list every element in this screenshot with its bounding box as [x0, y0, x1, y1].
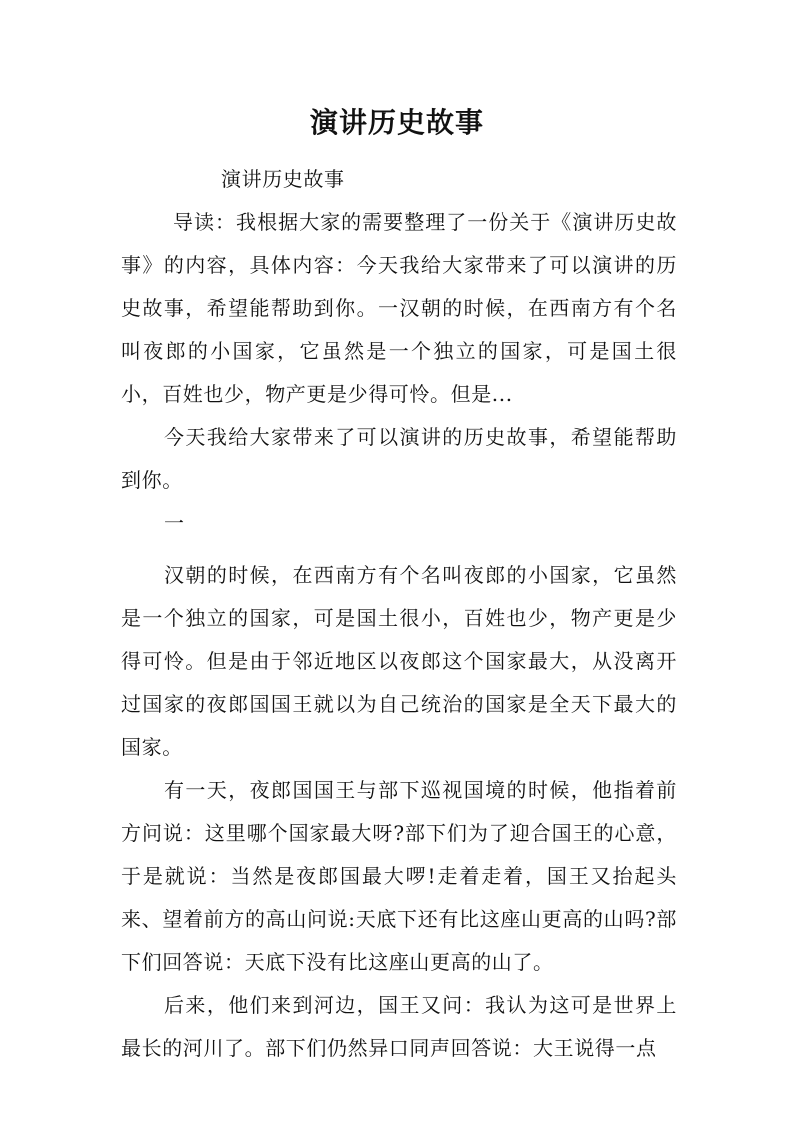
intro-paragraph: 导读：我根据大家的需要整理了一份关于《演讲历史故事》的内容，具体内容：今天我给大家带来了可以演讲的历史故事，希望能帮助到你。一汉朝的时候，在西南方有个名叫夜郎的小国家，它虽然是一个独立的国家，可是国土很小，百姓也少，物产更是少得可怜。但是... [121, 210, 677, 406]
paragraph-2: 汉朝的时候，在西南方有个名叫夜郎的小国家，它虽然是一个独立的国家，可是国土很小，百姓也少，物产更是少得可怜。但是由于邻近地区以夜郎这个国家最大，从没离开过国家的夜郎国国王就以为自己统治的国家是全天下最大的国家。 [121, 563, 677, 759]
paragraph-4: 后来，他们来到河边，国王又问：我认为这可是世界上最长的河川了。部下们仍然异口同声回答说：大王说得一点 [121, 993, 677, 1060]
document-title: 演讲历史故事 [309, 106, 484, 139]
section-marker: 一 [164, 511, 185, 535]
document-subtitle: 演讲历史故事 [221, 167, 345, 191]
document-body [121, 158, 677, 1070]
paragraph-3: 有一天，夜郎国国王与部下巡视国境的时候，他指着前方问说：这里哪个国家最大呀?部下们为了迎合国王的心意，于是就说：当然是夜郎国最大啰!走着走着，国王又抬起头来、望着前方的高山问说:天底下还有比这座山更高的山吗?部下们回答说：天底下没有比这座山更高的山了。 [121, 778, 677, 974]
paragraph-1: 今天我给大家带来了可以演讲的历史故事，希望能帮助到你。 [121, 425, 677, 492]
